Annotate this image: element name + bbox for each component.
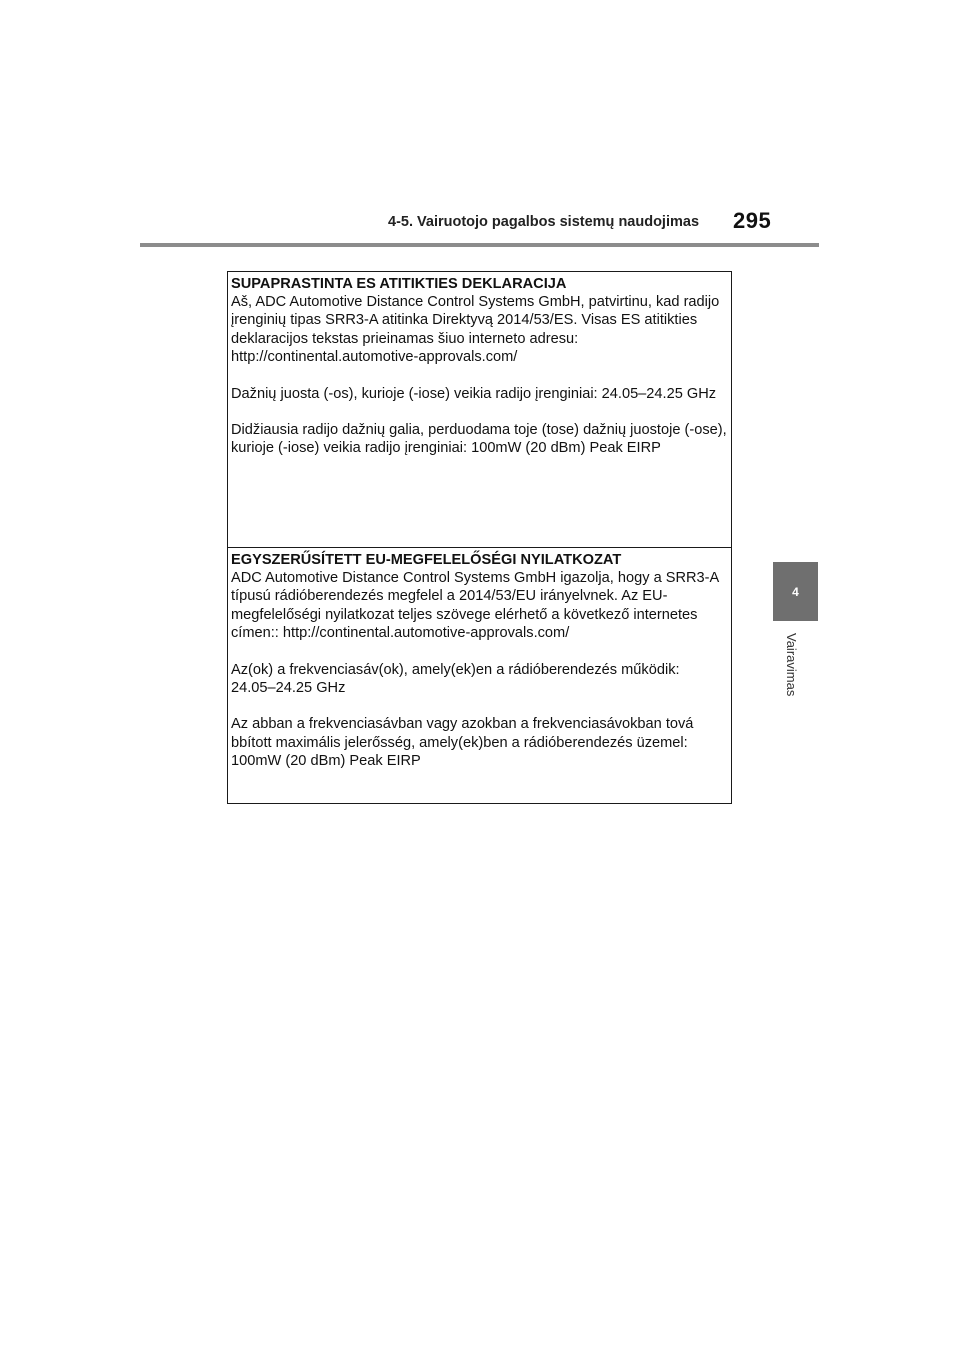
section-title: 4-5. Vairuotojo pagalbos sistemų naudojimas — [388, 214, 700, 230]
chapter-label: Vairavimas — [784, 633, 799, 697]
hungarian-declaration-title: EGYSZERŰSÍTETT EU-MEGFELELŐSÉGI NYILATKOZAT — [231, 552, 622, 568]
chapter-tab[interactable] — [773, 562, 818, 621]
lithuanian-paragraph-1: Aš, ADC Automotive Distance Control Systems GmbH, patvirtinu, kad radijo įrenginių tipas SRR3-A atitinka Direktyvą 2014/53/ES. Visas ES atitikties deklaracijos tekstas prieinamas šiuo interneto adresu: http://continental.automotive-approvals.com/ — [231, 294, 720, 366]
lithuanian-declaration — [228, 272, 731, 548]
lithuanian-declaration-title: SUPAPRASTINTA ES ATITIKTIES DEKLARACIJA — [231, 276, 567, 292]
declaration-box — [227, 271, 732, 804]
hungarian-paragraph-1: ADC Automotive Distance Control Systems GmbH igazolja, hogy a SRR3-A típusú rádióberendezés megfelel a 2014/53/EU irányelvnek. Az EU-megfelelőségi nyilatkozat teljes szövege elérhető a következő internetes címen:: http://continental.automotive-approvals.com/ — [231, 570, 719, 642]
chapter-number: 4 — [792, 584, 799, 599]
hungarian-paragraph-3: Az abban a frekvenciasávban vagy azokban a frekvenciasávokban tová bbított maximális jelerősség, amely(ek)ben a rádióberendezés üzemel: 100mW (20 dBm) Peak EIRP — [231, 716, 694, 770]
hungarian-paragraph-2: Az(ok) a frekvenciasáv(ok), amely(ek)en a rádióberendezés működik: 24.05–24.25 GHz — [231, 661, 680, 697]
hungarian-declaration — [228, 548, 731, 803]
lithuanian-paragraph-3: Didžiausia radijo dažnių galia, perduodama toje (tose) dažnių juostoje (-ose), kurioje (-iose) veikia radijo įrenginiai: 100mW (20 dBm) Peak EIRP — [231, 422, 727, 457]
header-divider — [140, 243, 819, 247]
lithuanian-paragraph-2: Dažnių juosta (-os), kurioje (-iose) veikia radijo įrenginiai: 24.05–24.25 GHz — [231, 385, 717, 402]
page-number: 295 — [733, 208, 772, 233]
chapter-side-label — [784, 633, 808, 713]
